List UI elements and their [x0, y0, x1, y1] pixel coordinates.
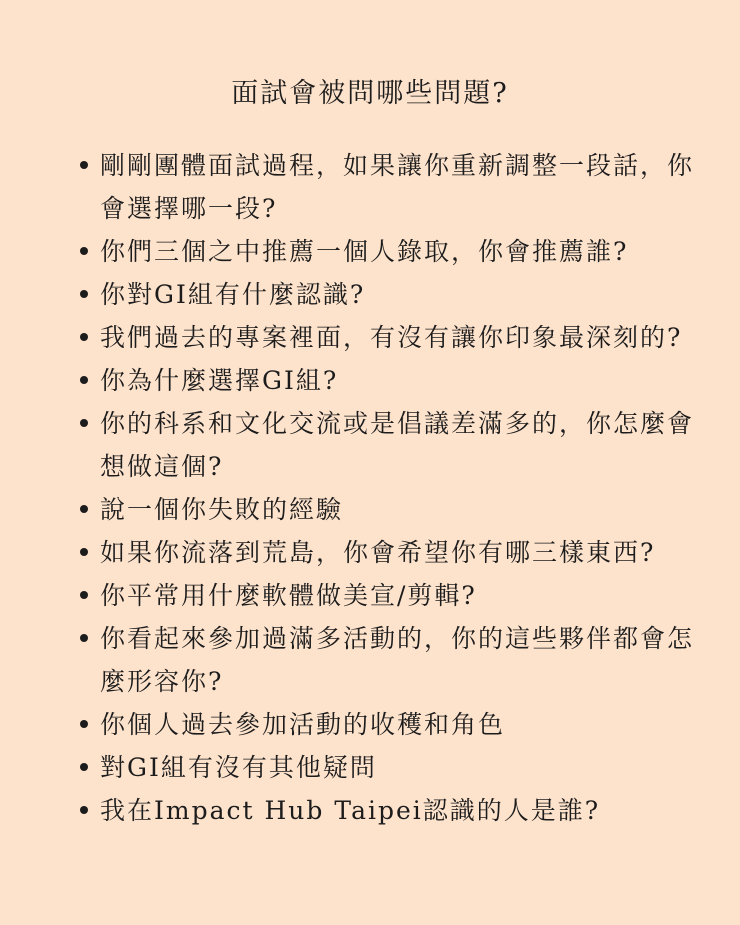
list-item — [80, 273, 720, 316]
bullet-icon — [80, 505, 88, 513]
question-text: 你看起來參加過滿多活動的，你的這些夥伴都會怎麼形容你? — [100, 624, 695, 696]
question-text: 你的科系和文化交流或是倡議差滿多的，你怎麼會想做這個? — [100, 409, 695, 481]
list-item — [80, 402, 720, 488]
list-item — [80, 144, 720, 230]
bullet-icon — [80, 376, 88, 384]
list-item — [80, 746, 720, 789]
question-text: 我們過去的專案裡面，有沒有讓你印象最深刻的? — [100, 323, 683, 352]
bullet-icon — [80, 763, 88, 771]
list-item — [80, 359, 720, 402]
list-item — [80, 703, 720, 746]
list-item — [80, 531, 720, 574]
question-text: 你為什麼選擇GI組? — [100, 366, 339, 395]
bullet-icon — [80, 548, 88, 556]
bullet-icon — [80, 419, 88, 427]
question-text: 你們三個之中推薦一個人錄取，你會推薦誰? — [100, 237, 629, 266]
bullet-icon — [80, 720, 88, 728]
list-item — [80, 230, 720, 273]
list-item — [80, 789, 720, 832]
list-item — [80, 316, 720, 359]
bullet-icon — [80, 290, 88, 298]
bullet-icon — [80, 161, 88, 169]
list-item — [80, 617, 720, 703]
question-text: 你個人過去參加活動的收穫和角色 — [100, 710, 506, 739]
question-list — [80, 144, 720, 832]
question-text: 你對GI組有什麼認識? — [100, 280, 366, 309]
question-text: 你平常用什麼軟體做美宣/剪輯? — [100, 581, 477, 610]
question-text: 對GI組有沒有其他疑問 — [100, 753, 377, 782]
page-title: 面試會被問哪些問題? — [231, 78, 509, 109]
bullet-icon — [80, 333, 88, 341]
bullet-icon — [80, 806, 88, 814]
list-item — [80, 488, 720, 531]
question-text: 說一個你失敗的經驗 — [100, 495, 344, 524]
bullet-icon — [80, 591, 88, 599]
bullet-icon — [80, 247, 88, 255]
question-text: 如果你流落到荒島，你會希望你有哪三樣東西? — [100, 538, 656, 567]
question-text: 我在Impact Hub Taipei認識的人是誰? — [100, 796, 601, 825]
question-text: 剛剛團體面試過程，如果讓你重新調整一段話，你會選擇哪一段? — [100, 151, 695, 223]
list-item — [80, 574, 720, 617]
bullet-icon — [80, 634, 88, 642]
